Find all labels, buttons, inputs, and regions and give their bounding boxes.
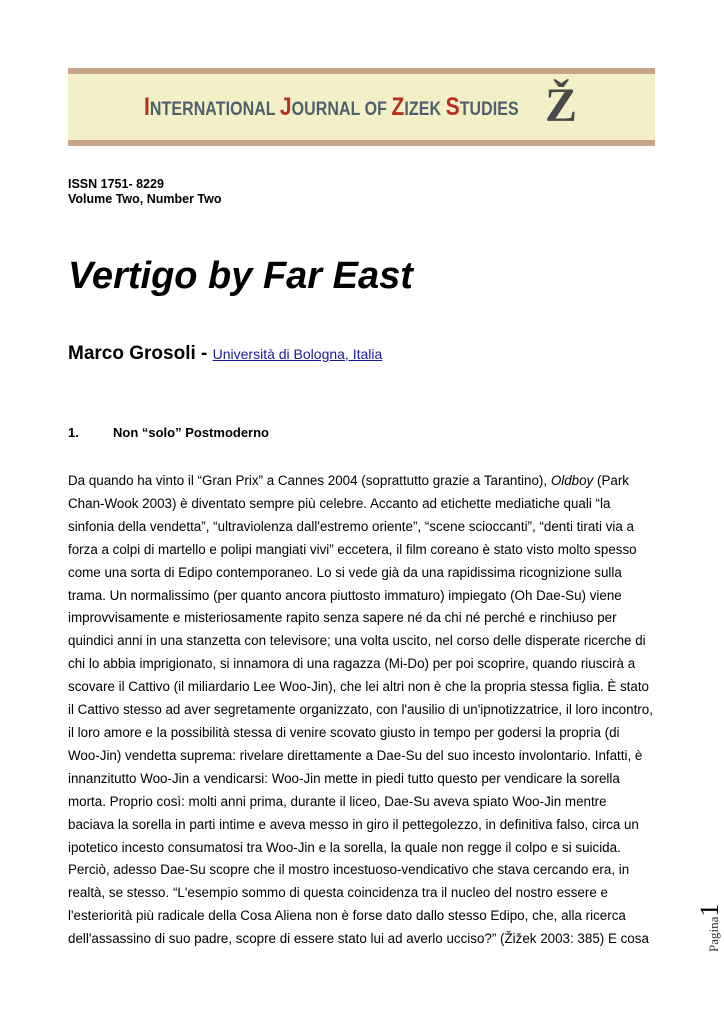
body-line: baciava la sorella in parti intime e aveva messo in giro il pettegolezzo, in definitiva falso, circa un	[68, 816, 639, 832]
affiliation-link[interactable]: Università di Bologna, Italia	[212, 346, 383, 362]
author-line	[68, 342, 382, 366]
title-part: OURNAL OF	[291, 99, 392, 120]
title-initial: S	[445, 93, 460, 121]
title-initial: J	[279, 93, 292, 121]
section-number: 1.	[68, 425, 79, 440]
title-part: NTERNATIONAL	[149, 99, 280, 120]
body-line: morta. Proprio così: molti anni prima, durante il liceo, Dae-Su aveva spiato Woo-Jin mentre	[68, 793, 607, 809]
body-line: chi lo abbia imprigionato, si innamora di una ragazza (Mi-Do) per poi scoprire, quando riuscirà a	[68, 656, 636, 672]
journal-title	[144, 93, 519, 122]
issue-meta	[68, 177, 221, 207]
body-line: come una sorta di Edipo contemporaneo. Lo si vede già da una rapidissima ricognizione sulla	[68, 564, 622, 580]
film-title: Oldboy	[550, 473, 594, 488]
body-line: l'esteriorità più radicale della Cosa Aliena non è forse dato dallo stesso Edipo, che, alla ricerca	[68, 908, 626, 924]
body-line: il Cattivo stesso ad aver segretamente organizzato, con l'ausilio di un'ipnotizzatrice, il loro incontro,	[68, 702, 653, 718]
page-value: 1	[695, 903, 724, 917]
body-paragraph	[68, 470, 658, 951]
body-line: sinfonia della vendetta”, “ultraviolenza dall'estremo oriente”, “scene scioccanti”, “denti tirati via a	[68, 518, 634, 534]
body-line: Da quando ha vinto il “Gran Prix” a Cannes 2004 (soprattutto grazie a Tarantino), Oldboy (Park	[68, 473, 629, 488]
volume: Volume Two, Number Two	[68, 192, 222, 206]
page-number	[680, 888, 724, 952]
body-line: innanzitutto Woo-Jin a vendicarsi: Woo-Jin mette in piedi tutto questo per vendicare la sorella	[68, 770, 620, 786]
section-title: Non “solo” Postmoderno	[113, 425, 269, 440]
title-initial: Z	[391, 93, 405, 121]
body-line: trama. Un normalissimo (per quanto ancora piuttosto immaturo) impiegato (Oh Dae-Su) viene	[68, 587, 622, 603]
body-line: ipotetico incesto consumatosi tra Woo-Jin e la sorella, la quale non regge il colpo e si suicida.	[68, 839, 621, 855]
body-line: Chan-Wook 2003) è diventato sempre più celebre. Accanto ad etichette mediatiche quali “la	[68, 495, 611, 511]
author-name: Marco Grosoli	[68, 343, 196, 364]
title-part: IZEK	[404, 99, 446, 120]
body-line: quindici anni in una stanzetta con televisore; una volta uscito, nel corso delle disperate ricerche di	[68, 633, 646, 649]
body-line: realtà, se stesso. “L'esempio sommo di questa coincidenza tra il nucleo del nostro essere e	[68, 885, 608, 901]
body-line: Woo-Jin) vendetta suprema: rivelare direttamente a Dae-Su del suo incesto involontario. Infatti, è	[68, 747, 643, 763]
section-heading	[68, 425, 269, 441]
author-separator: -	[201, 343, 208, 364]
page-label: Pagina	[706, 916, 721, 952]
title-initial: I	[144, 93, 150, 121]
journal-banner	[68, 68, 655, 146]
body-line: scovare il Cattivo (il miliardario Lee Woo-Jin), che lei altri non è che la propria stessa figlia. È stato	[68, 679, 650, 695]
article-title: Vertigo by Far East	[68, 255, 413, 297]
body-line: il loro amore e la possibilità stessa di venire scovato giusto in tempo per godersi la propria (di	[68, 724, 620, 740]
body-line: forza a colpi di martello e polipi mangiati vivi” eccetera, il film coreano è stato visto molto spesso	[68, 541, 637, 557]
title-part: TUDIES	[459, 99, 519, 120]
issn: ISSN 1751- 8229	[68, 177, 164, 191]
body-line: dell'assassino di suo padre, scopre di essere stato lui ad averlo ucciso?” (Žižek 2003: 385) E cosa	[68, 931, 649, 947]
body-line: improvvisamente e misteriosamente rapito senza sapere né da chi né perché e rinchiuso per	[68, 610, 617, 626]
journal-logo: Ž	[545, 79, 578, 132]
body-line: Perciò, adesso Dae-Su scopre che il mostro incestuoso-vendicativo che stava cercando era, in	[68, 862, 630, 878]
